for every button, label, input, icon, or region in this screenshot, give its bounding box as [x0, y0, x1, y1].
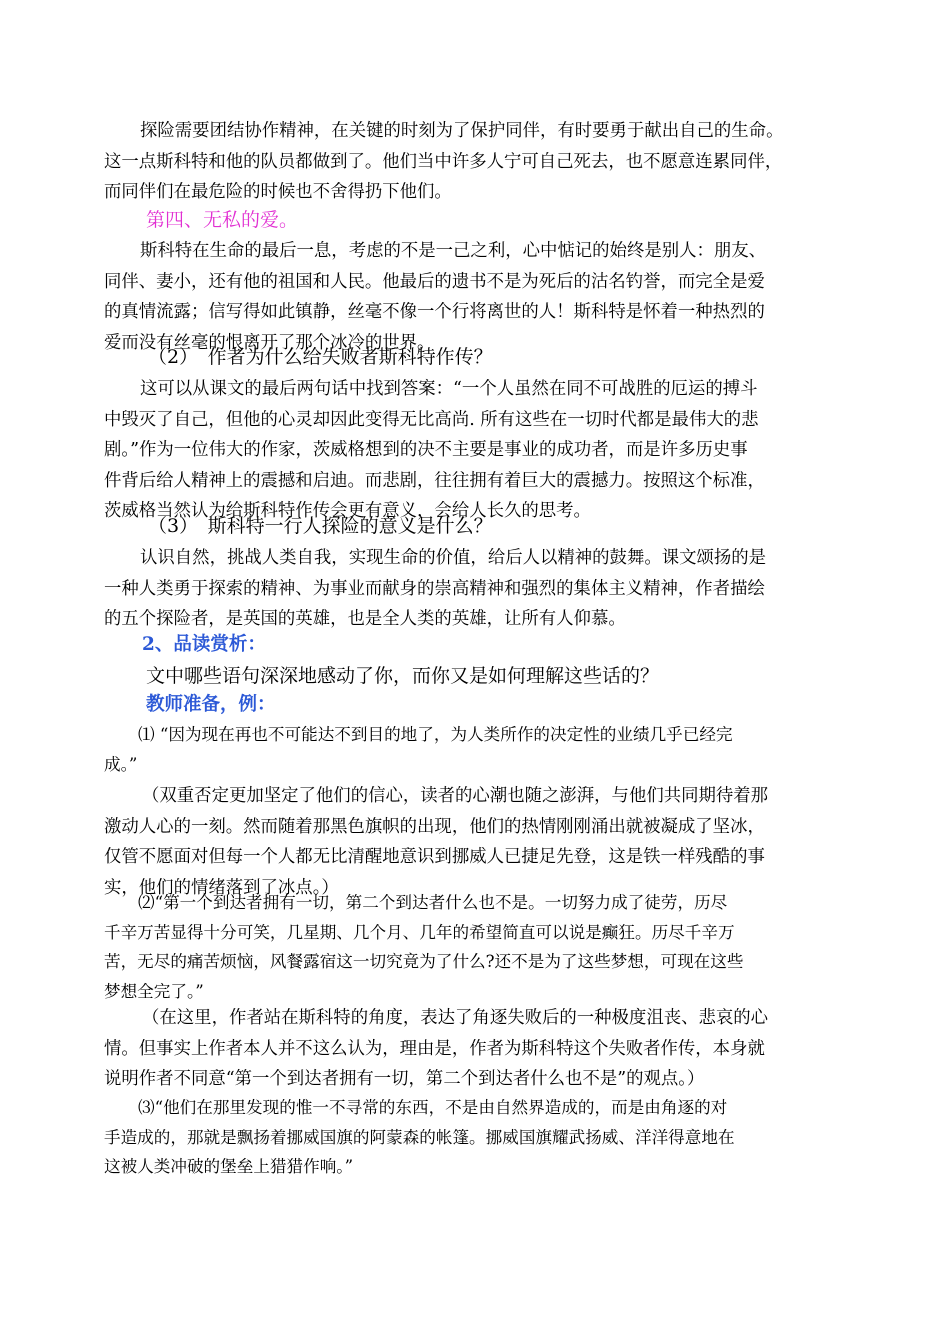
text-line: 仅管不愿面对但每一个人都无比清醒地意识到挪威人已捷足先登，这是铁一样残酷的事 — [104, 847, 765, 867]
text-line: 的真情流露；信写得如此镇静，丝毫不像一个行将离世的人！斯科特是怀着一种热烈的 — [104, 302, 765, 322]
text-line: 茨威格当然认为给斯科特作传会更有意义，会给人长久的思考。 — [104, 501, 591, 521]
text-line: 探险需要团结协作精神，在关键的时刻为了保护同伴，有时要勇于献出自己的生命。 — [140, 121, 784, 141]
quote-2 — [104, 888, 844, 1006]
text-line: 梦想全完了。” — [104, 981, 204, 1001]
text-line: 激动人心的一刻。然而随着那黑色旗帜的出现，他们的热情刚刚涌出就被凝成了坚冰， — [104, 816, 765, 837]
paragraph-answer-3 — [104, 543, 844, 635]
text-line: 斯科特在生命的最后一息，考虑的不是一己之利，心中惦记的始终是别人：朋友、 — [140, 241, 767, 261]
text-line: 这被人类冲破的堡垒上猎猎作响。” — [104, 1157, 354, 1176]
text-line: （2） 作者为什么给失败者斯科特作传？ — [148, 346, 493, 368]
quote-3 — [104, 1093, 844, 1182]
question-2 — [148, 342, 888, 373]
question-3 — [148, 511, 888, 542]
text-line: 这可以从课文的最后两句话中找到答案：“一个人虽然在同不可战胜的厄运的搏斗 — [140, 379, 758, 399]
text-line: ⑶“他们在那里发现的惟一不寻常的东西，不是由自然界造成的，而是由角逐的对 — [138, 1098, 728, 1117]
text-line: 的五个探险者，是英国的英雄，也是全人类的英雄，让所有人仰慕。 — [104, 609, 626, 629]
text-line: ⑵“第一个到达者拥有一切，第二个到达者什么也不是。一切努力成了徒劳，历尽 — [138, 893, 728, 912]
prompt-question — [146, 661, 886, 692]
text-line: 中毁灭了自己，但他的心灵却因此变得无比高尚. 所有这些在一切时代都是最伟大的悲 — [104, 409, 759, 430]
analysis-2 — [104, 1003, 844, 1095]
paragraph-selfless-love — [104, 236, 844, 358]
text-line: 教师准备，例： — [146, 694, 276, 715]
text-line: 成。” — [104, 754, 138, 774]
text-line: ⑴ “因为现在再也不可能达不到目的地了，为人类所作的决定性的业绩几乎已经完 — [138, 725, 733, 744]
text-line: 同伴、妻小，还有他的祖国和人民。他最后的遗书不是为死后的沽名钓誉，而完全是爱 — [104, 271, 765, 292]
text-line: 这一点斯科特和他的队员都做到了。他们当中许多人宁可自己死去，也不愿意连累同伴， — [104, 151, 783, 172]
quote-1 — [104, 720, 844, 779]
text-line: 手造成的，那就是飘扬着挪威国旗的阿蒙森的帐篷。挪威国旗耀武扬威、洋洋得意地在 — [104, 1127, 735, 1147]
text-line: 情。但事实上作者本人并不这么认为，理由是，作者为斯科特这个失败者作传，本身就 — [104, 1038, 765, 1059]
text-line: （3） 斯科特一行人探险的意义是什么？ — [148, 515, 493, 537]
text-line: 千辛万苦显得十分可笑，几星期、几个月、几年的希望简直可以说是癫狂。历尽千辛万 — [104, 922, 735, 942]
text-line: 爱而没有丝毫的恨离开了那个冰冷的世界。 — [104, 332, 435, 353]
text-line: 说明作者不同意“第一个到达者拥有一切，第二个到达者什么也不是”的观点。） — [104, 1069, 705, 1089]
text-line: 认识自然，挑战人类自我，实现生命的价值，给后人以精神的鼓舞。课文颂扬的是 — [140, 548, 767, 568]
text-line: 文中哪些语句深深地感动了你，而你又是如何理解这些话的？ — [146, 665, 660, 687]
heading-selfless-love — [146, 205, 886, 236]
text-line: 剧。”作为一位伟大的作家，茨威格想到的决不主要是事业的成功者，而是许多历史事 — [104, 440, 748, 460]
text-line: （双重否定更加坚定了他们的信心，读者的心潮也随之澎湃，与他们共同期待着那 — [142, 786, 769, 806]
text-line: 而同伴们在最危险的时候也不舍得扔下他们。 — [104, 182, 452, 202]
paragraph-teamwork — [104, 116, 844, 208]
paragraph-answer-2 — [104, 374, 844, 527]
text-line: 一种人类勇于探索的精神、为事业而献身的崇高精神和强烈的集体主义精神，作者描绘 — [104, 578, 765, 599]
text-line: 第四、无私的爱。 — [146, 209, 299, 231]
heading-teacher-prep — [146, 690, 886, 721]
heading-appreciation — [142, 630, 882, 661]
text-line: （在这里，作者站在斯科特的角度，表达了角逐失败后的一种极度沮丧、悲哀的心 — [142, 1008, 769, 1028]
text-line: 苦，无尽的痛苦烦恼，风餐露宿这一切究竟为了什么?还不是为了这些梦想，可现在这些 — [104, 952, 744, 971]
text-line: 实，他们的情绪落到了冰点。） — [104, 877, 339, 898]
text-line: 2、品读赏析： — [142, 634, 266, 655]
text-line: 件背后给人精神上的震撼和启迪。而悲剧，往往拥有着巨大的震撼力。按照这个标准， — [104, 470, 765, 491]
analysis-1 — [104, 781, 844, 903]
